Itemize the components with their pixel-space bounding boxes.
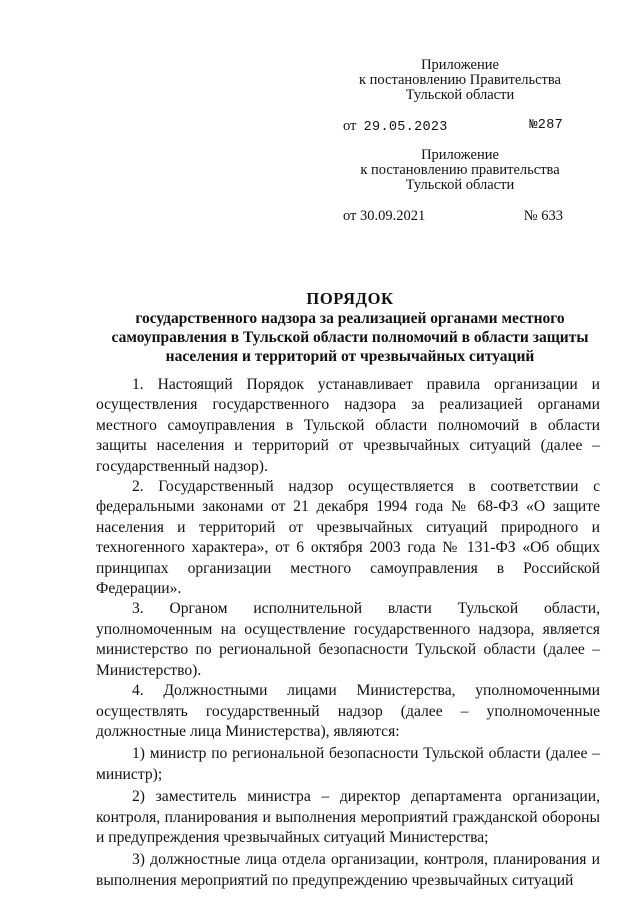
list-item-2: 2) заместитель министра – директор департамента организации, контроля, планирования и выполнения мероприятий гражданской обороны и предупреждения чрезвычайных ситуаций Министерства; <box>96 788 600 846</box>
decree-date <box>343 118 448 136</box>
document-body <box>96 375 600 891</box>
appendix-line: Тульской области <box>405 177 515 193</box>
paragraph-1: 1. Настоящий Порядок устанавливает правила организации и осуществления государственного надзора за реализацией органами местного самоуправления в Тульской области полномочий в области защиты населения и территорий от чрезвычайных ситуаций (далее – государственный надзор). <box>96 376 600 475</box>
title-line: государственного надзора за реализацией органами местного <box>135 310 565 327</box>
appendix-line: Приложение <box>421 57 499 73</box>
decree-number: №287 <box>529 118 563 133</box>
appendix-original-header <box>330 148 590 193</box>
paragraph-2: 2. Государственный надзор осуществляется в соответствии с федеральными законами от 21 декабря 1994 года № 68-ФЗ «О защите населения и территорий от чрезвычайных ситуаций природного и техногенного характера», от 6 октября 2003 года № 131-ФЗ «Об общих принципах организации местного самоуправления в Российской Федерации». <box>96 478 600 598</box>
list-item-3: 3) должностные лица отдела организации, контроля, планирования и выполнения мероприятий по предупреждению чрезвычайных ситуаций <box>96 851 600 889</box>
paragraph-3: 3. Органом исполнительной власти Тульской области, уполномоченным на осуществление государственного надзора, является министерство по региональной безопасности Тульской области (далее – Министерство). <box>96 600 600 679</box>
date-value: 29.05.2023 <box>363 120 448 135</box>
decree-date: от 30.09.2021 <box>343 208 426 224</box>
list-item-1: 1) министр по региональной безопасности Тульской области (далее – министр); <box>96 745 600 783</box>
paragraph-4: 4. Должностными лицами Министерства, уполномоченными осуществлять государственный надзор (далее – уполномоченные должностные лица Министерства), являются: <box>96 682 600 740</box>
appendix-line: к постановлению Правительства <box>359 72 561 88</box>
appendix-line: Тульской области <box>405 87 515 103</box>
title-heading: ПОРЯДОК <box>306 289 394 308</box>
appendix-line: Приложение <box>421 147 499 163</box>
title-line: самоуправления в Тульской области полномочий в области защиты <box>111 329 589 346</box>
appendix-current-header <box>330 58 590 103</box>
document-title <box>95 289 605 366</box>
date-prefix: от <box>343 118 357 134</box>
appendix-line: к постановлению правительства <box>360 162 560 178</box>
title-line: населения и территорий от чрезвычайных ситуаций <box>165 348 535 365</box>
decree-number: № 633 <box>523 208 563 224</box>
